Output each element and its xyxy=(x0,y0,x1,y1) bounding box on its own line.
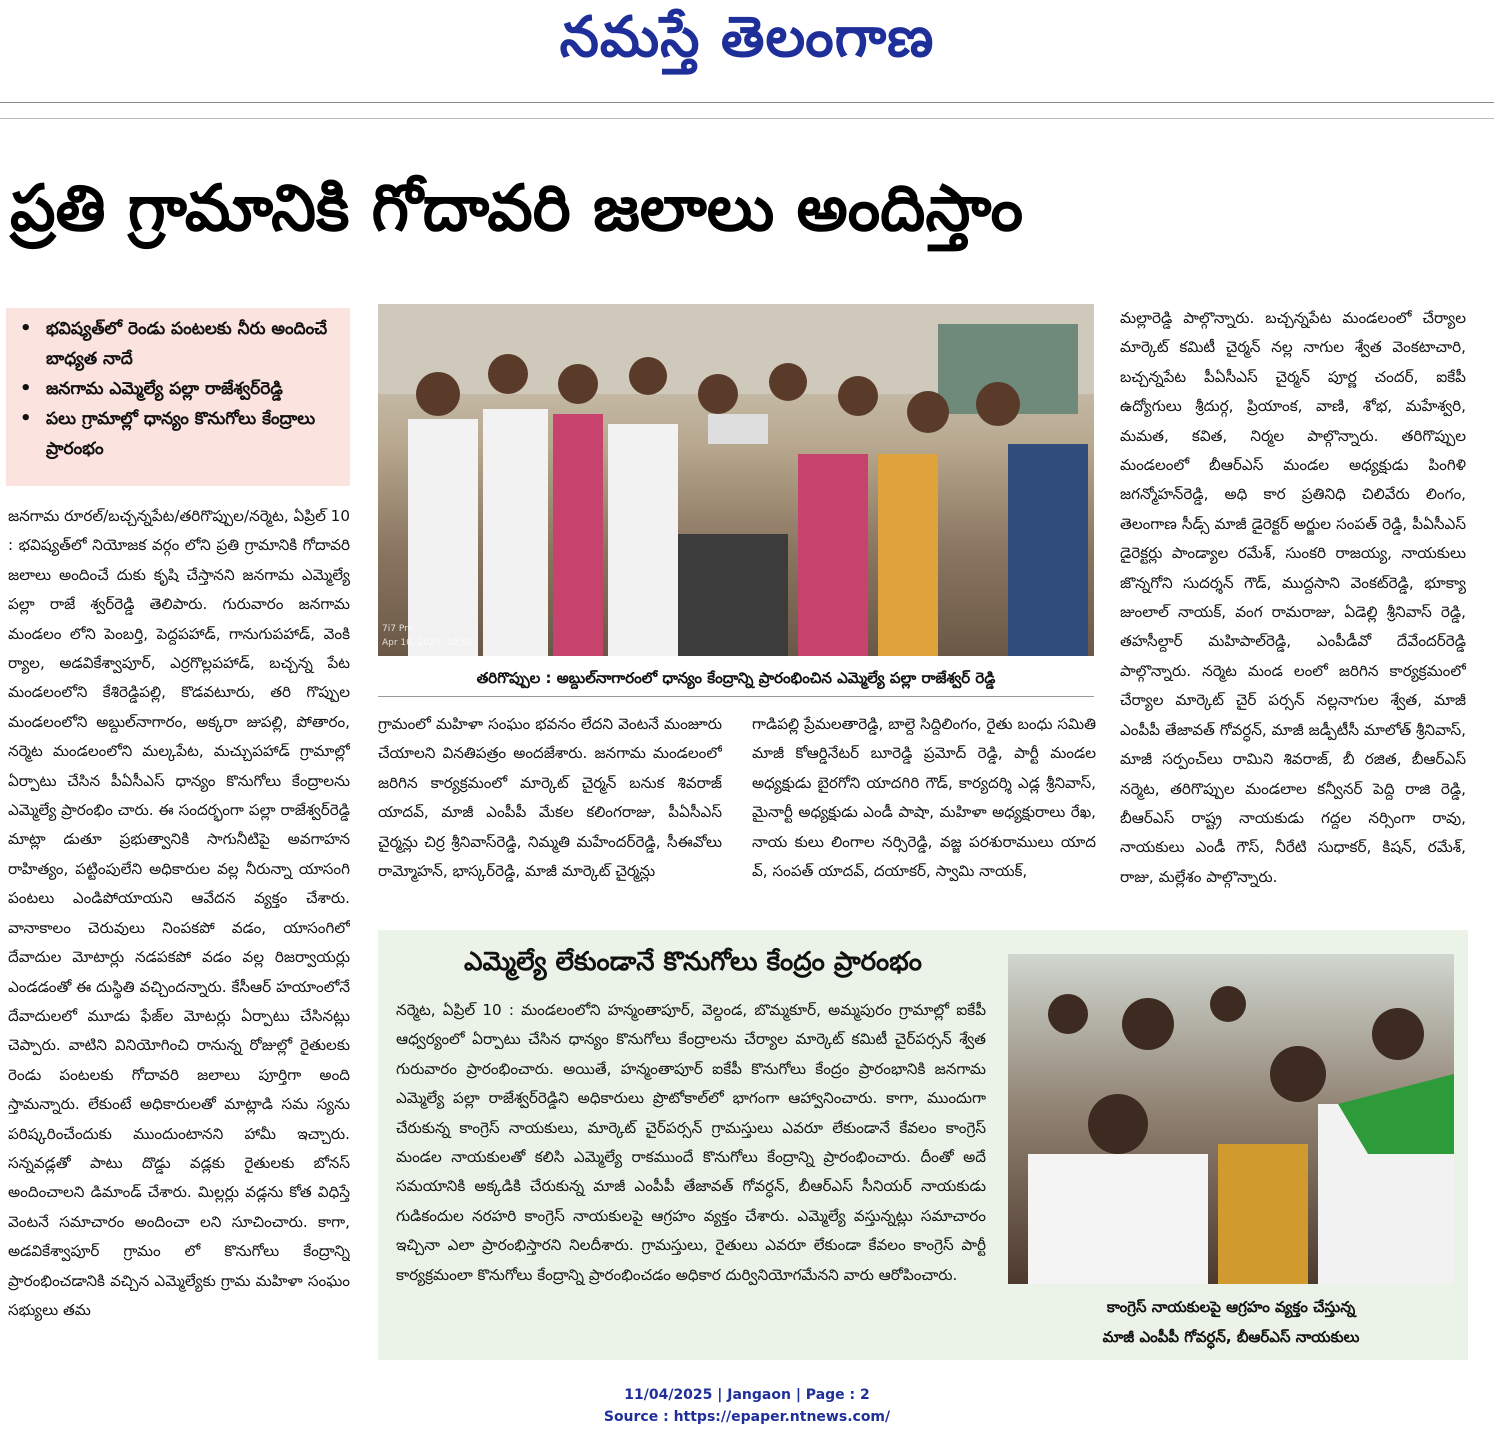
article-column-1: జనగామ రూరల్‌/బచ్చన్నపేట/తరిగొప్పుల/నర్మెట, ఏప్రిల్‌ 10 : భవిష్యత్‌లో నియోజక వర్గం లోని ప్రతి గ్రామానికి గోదావరి జలాలు అందించే దుకు కృషి చేస్తానని జనగామ ఎమ్మెల్యే పల్లా రాజే శ్వర్‌రెడ్డి తెలిపారు. గురువారం జనగామ మండలం లోని పెంబర్తి, పెద్దపహాడ్‌, గానుగుపహాడ్‌, వెంకి ర్యాల, అడవికేశ్వాపూర్‌, ఎర్రగొల్లపహాడ్‌, బచ్చన్న పేట మండలంలోని కేశిరెడ్డిపల్లి, కొడవటూరు, తరి గొప్పుల మండలంలోని అబ్దుల్‌నాగారం, అక్కరా జుపల్లి, పోతారం, నర్మెట మండలంలోని మల్కపేట, మచ్చుపహాడ్‌ గ్రామాల్లో ఏర్పాటు చేసిన పీఏసీఎస్‌ ధాన్యం కొనుగోలు కేంద్రాలను ఎమ్మెల్యే ప్రారంభిం చారు. ఈ సందర్భంగా పల్లా రాజేశ్వర్‌రెడ్డి మాట్లా డుతూ ప్రభుత్వానికి సాగునీటిపై అవగాహన రాహిత్యం, పట్టింపులేని అధికారుల వల్ల నీరున్నా యాసంగి పంటలు ఎండిపోయాయని ఆవేదన వ్యక్తం చేశారు. వానాకాలం చెరువులు నింపకపో వడం, యాసంగిలో దేవాదుల మోటార్లు నడపకపో వడం వల్ల రిజర్వాయర్లు ఎండడంతో ఈ దుస్థితి వచ్చిందన్నారు. కేసీఆర్‌ హయాంలోనే దేవాదులలో మూడు ఫేజ్‌ల మోటర్లు ఏర్పాటు చేసినట్లు చెప్పారు. వాటిని వినియోగించి రానున్న రోజుల్లో రైతులకు రెండు పంటలకు గోదావరి జలాలు పూర్తిగా అంది స్తామన్నారు. లేకుంటే అధికారులతో మాట్లాడి సమ స్యను పరిష్కరించేందుకు ముందుంటానని హామీ ఇచ్చారు. సన్నవడ్లతో పాటు దొడ్డు వడ్లకు రైతులకు బోనస్‌ అందించాలని డిమాండ్‌ చేశారు. మిల్లర్లు వడ్లను కోత విధిస్తే వెంటనే సమాచారం అందించా లని సూచించారు. కాగా, అడవికేశ్వాపూర్‌ గ్రామం లో కొనుగోలు కేంద్రాన్ని ప్రారంభించడానికి వచ్చిన ఎమ్మెల్యేకు గ్రామ మహిళా సంఘం సభ్యులు తమ xyxy=(8,507,350,1319)
sub-article xyxy=(378,930,1468,1360)
photo-caption: తరిగొప్పుల : అబ్దుల్‌నాగారంలో ధాన్యం కేంద్రాన్ని ప్రారంభించిన ఎమ్మెల్యే పల్లా రాజేశ్వర్‌ రెడ్డి xyxy=(378,660,1094,697)
highlight-item: • భవిష్యత్‌లో రెండు పంటలకు నీరు అందించే బాధ్యత నాదే xyxy=(16,314,342,374)
crowd-photo-illustration xyxy=(378,304,1094,656)
page-footer xyxy=(0,1384,1494,1428)
bullet-icon: • xyxy=(20,318,32,339)
newspaper-logo: నమస్తే తెలంగాణ xyxy=(559,4,935,70)
main-photo xyxy=(378,304,1094,656)
article-column-4: మల్లారెడ్డి పాల్గొన్నారు. బచ్చన్నపేట మండలంలో చేర్యాల మార్కెట్‌ కమిటీ చైర్మన్‌ నల్ల నాగుల శ్వేత వెంకటాచారి, బచ్చన్నపేట పీఏసీఎస్‌ చైర్మన్‌ పూర్ణ చందర్‌, ఐకేపీ ఉద్యోగులు శ్రీదుర్గ, ప్రియాంక, వాణి, శోభ, మహేశ్వరి, మమత, కవిత, నిర్మల పాల్గొన్నారు. తరిగొప్పుల మండలంలో బీఆర్‌ఎస్‌ మండల అధ్యక్షుడు పింగిళి జగన్మోహన్‌రెడ్డి, అధి కార ప్రతినిధి చిలివేరు లింగం, తెలంగాణ సీడ్స్‌ మాజీ డైరెక్టర్‌ అర్జుల సంపత్‌ రెడ్డి, పీఏసీఎస్‌ డైరెక్టర్లు పాండ్యాల రమేశ్‌, సుంకరి రాజయ్య, నాయకులు జొన్నగోని సుదర్శన్‌ గౌడ్‌, ముద్దసాని వెంకట్‌రెడ్డి, భూక్యా జుంలాల్‌ నాయక్‌, వంగ రామరాజు, ఏడెల్లి శ్రీనివాస్‌ రెడ్డి, తహసీల్దార్‌ మహిపాల్‌రెడ్డి, ఎంపీడీవో దేవేందర్‌రెడ్డి పాల్గొన్నారు. నర్మెట మండ లంలో జరిగిన కార్యక్రమంలో చేర్యాల మార్కెట్‌ చైర్ పర్సన్‌ నల్లనాగుల శ్వేత, మాజీ ఎంపీపీ తేజావత్‌ గోవర్ధన్‌, మాజీ జడ్పీటీసీ మాలోత్‌ శ్రీనివాస్‌, మాజీ సర్పంచ్‌లు రామిని శివరాజ్‌, బీ రజిత, బీఆర్‌ఎస్‌ నర్మెట, తరిగొప్పుల మండలాల కన్వీనర్‌ పెద్ది రాజి రెడ్డి, బీఆర్‌ఎస్‌ రాష్ట్ర నాయకుడు గద్దల నర్సింగా రావు, నాయకులు ఎండీ గౌస్‌, నీరేటి సుధాకర్‌, కిషన్‌, రమేశ్‌, రాజు, మల్లేశం పాల్గొన్నారు. xyxy=(1120,309,1466,886)
divider xyxy=(0,102,1494,103)
photo-stamp: 7i7 Pro xyxy=(382,624,414,634)
bullet-icon: • xyxy=(20,378,32,399)
photo-timestamp: Apr 10, 2025, 10:50 xyxy=(382,638,473,648)
sub-article-photo xyxy=(1008,954,1454,1284)
sub-article-headline: ఎమ్మెల్యే లేకుండానే కొనుగోలు కేంద్రం ప్రారంభం xyxy=(464,947,922,977)
sub-photo-caption-line-2: మాజీ ఎంపీపీ గోవర్ధన్‌, బీఆర్‌ఎస్‌ నాయకులు xyxy=(1102,1328,1360,1346)
footer-source: Source : https://epaper.ntnews.com/ xyxy=(603,1409,891,1425)
article-headline: ప్రతి గ్రామానికి గోదావరి జలాలు అందిస్తాం xyxy=(10,172,1024,246)
masthead xyxy=(0,0,1494,100)
highlight-item: • పలు గ్రామాల్లో ధాన్యం కొనుగోలు కేంద్రాలు ప్రారంభం xyxy=(16,404,342,464)
highlight-item: • జనగామ ఎమ్మెల్యే పల్లా రాజేశ్వర్‌రెడ్డి xyxy=(16,374,342,404)
main-article xyxy=(0,122,1470,1368)
bullet-icon: • xyxy=(20,408,32,429)
protest-photo-illustration xyxy=(1008,954,1454,1284)
article-column-3: గాడిపల్లి ప్రేమలతారెడ్డి, బాల్దె సిద్దిలింగం, రైతు బంధు సమితి మాజీ కోఆర్డినేటర్‌ బూరెడ్డి ప్రమోద్‌ రెడ్డి, పార్టీ మండల అధ్యక్షుడు బైరగోని యాదగిరి గౌడ్‌, కార్యదర్శి ఎడ్ల శ్రీనివాస్‌, మైనార్టీ అధ్యక్షుడు ఎండీ పాషా, మహిళా అధ్యక్షురాలు రేఖ, నాయ కులు లింగాల నర్సిరెడ్డి, వజ్జ పరశురాములు యాద వ్‌, సంపత్‌ యాదవ్‌, దయాకర్‌, స్వామి నాయక్‌, xyxy=(752,715,1096,881)
highlights-box xyxy=(6,308,350,486)
sub-photo-caption-line-1: కాంగ్రెస్‌ నాయకులపై ఆగ్రహం వ్యక్తం చేస్తున్న xyxy=(1106,1298,1356,1316)
sub-article-body: నర్మెట, ఏప్రిల్‌ 10 : మండలంలోని హన్మంతాపూర్‌, వెల్దండ, బొమ్మకూర్‌, అమ్మపురం గ్రామాల్లో ఐకేపీ ఆధ్వర్యంలో ఏర్పాటు చేసిన ధాన్యం కొనుగోలు కేంద్రాలను చేర్యాల మార్కెట్‌ కమిటీ చైర్‌పర్సన్‌ శ్వేత గురువారం ప్రారంభించారు. అయితే, హన్మంతాపూర్‌ ఐకేపీ కొనుగోలు కేంద్రం ప్రారంభానికి జనగామ ఎమ్మెల్యే పల్లా రాజేశ్వర్‌రెడ్డిని అధికారులు ప్రొటోకాల్‌లో భాగంగా ఆహ్వానించారు. కాగా, ముందుగా చేరుకున్న కాంగ్రెస్‌ నాయకులు, మార్కెట్‌ చైర్‌పర్సన్‌ గ్రామస్తులు ఎవరూ లేకుండానే కేవలం కాంగ్రెస్‌ మండల నాయకులతో కలిసి ఎమ్మెల్యే రాకముందే కొనుగోలు కేంద్రాన్ని ప్రారంభించారు. దీంతో అదే సమయానికి అక్కడికి చేరుకున్న మాజీ ఎంపీపీ తేజావత్‌ గోవర్ధన్‌, బీఆర్‌ఎస్‌ సీనియర్‌ నాయకుడు గుడికందుల నరహరి కాంగ్రెస్‌ నాయకులపై ఆగ్రహం వ్యక్తం చేశారు. ఎమ్మెల్యే వస్తున్నట్లు సమాచారం ఇచ్చినా ఎలా ప్రారంభిస్తారని నిలదీశారు. గ్రామస్తులు, రైతులు ఎవరూ లేకుండా కేవలం కాంగ్రెస్‌ పార్టీ కార్యక్రమంలా కొనుగోలు కేంద్రాన్ని ప్రారంభించడం అధికార దుర్వినియోగమేనని వారు ఆరోపించారు. xyxy=(396,1001,986,1284)
divider xyxy=(0,118,1494,119)
footer-edition-info: 11/04/2025 | Jangaon | Page : 2 xyxy=(624,1387,870,1403)
article-column-2: గ్రామంలో మహిళా సంఘం భవనం లేదని వెంటనే మంజూరు చేయాలని వినతిపత్రం అందజేశారు. జనగామ మండలంలో జరిగిన కార్యక్రమంలో మార్కెట్‌ చైర్మన్‌ బనుక శివరాజ్‌ యాదవ్‌, మాజీ ఎంపీపీ మేకల కలింగరాజు, పీఏసీఎస్‌ చైర్మన్లు చిర్ర శ్రీనివాస్‌రెడ్డి, నిమ్మతి మహేందర్‌రెడ్డి, సీఈవోలు రామ్మోహన్‌, భాస్కర్‌రెడ్డి, మాజీ మార్కెట్‌ చైర్మన్లు xyxy=(378,715,722,881)
